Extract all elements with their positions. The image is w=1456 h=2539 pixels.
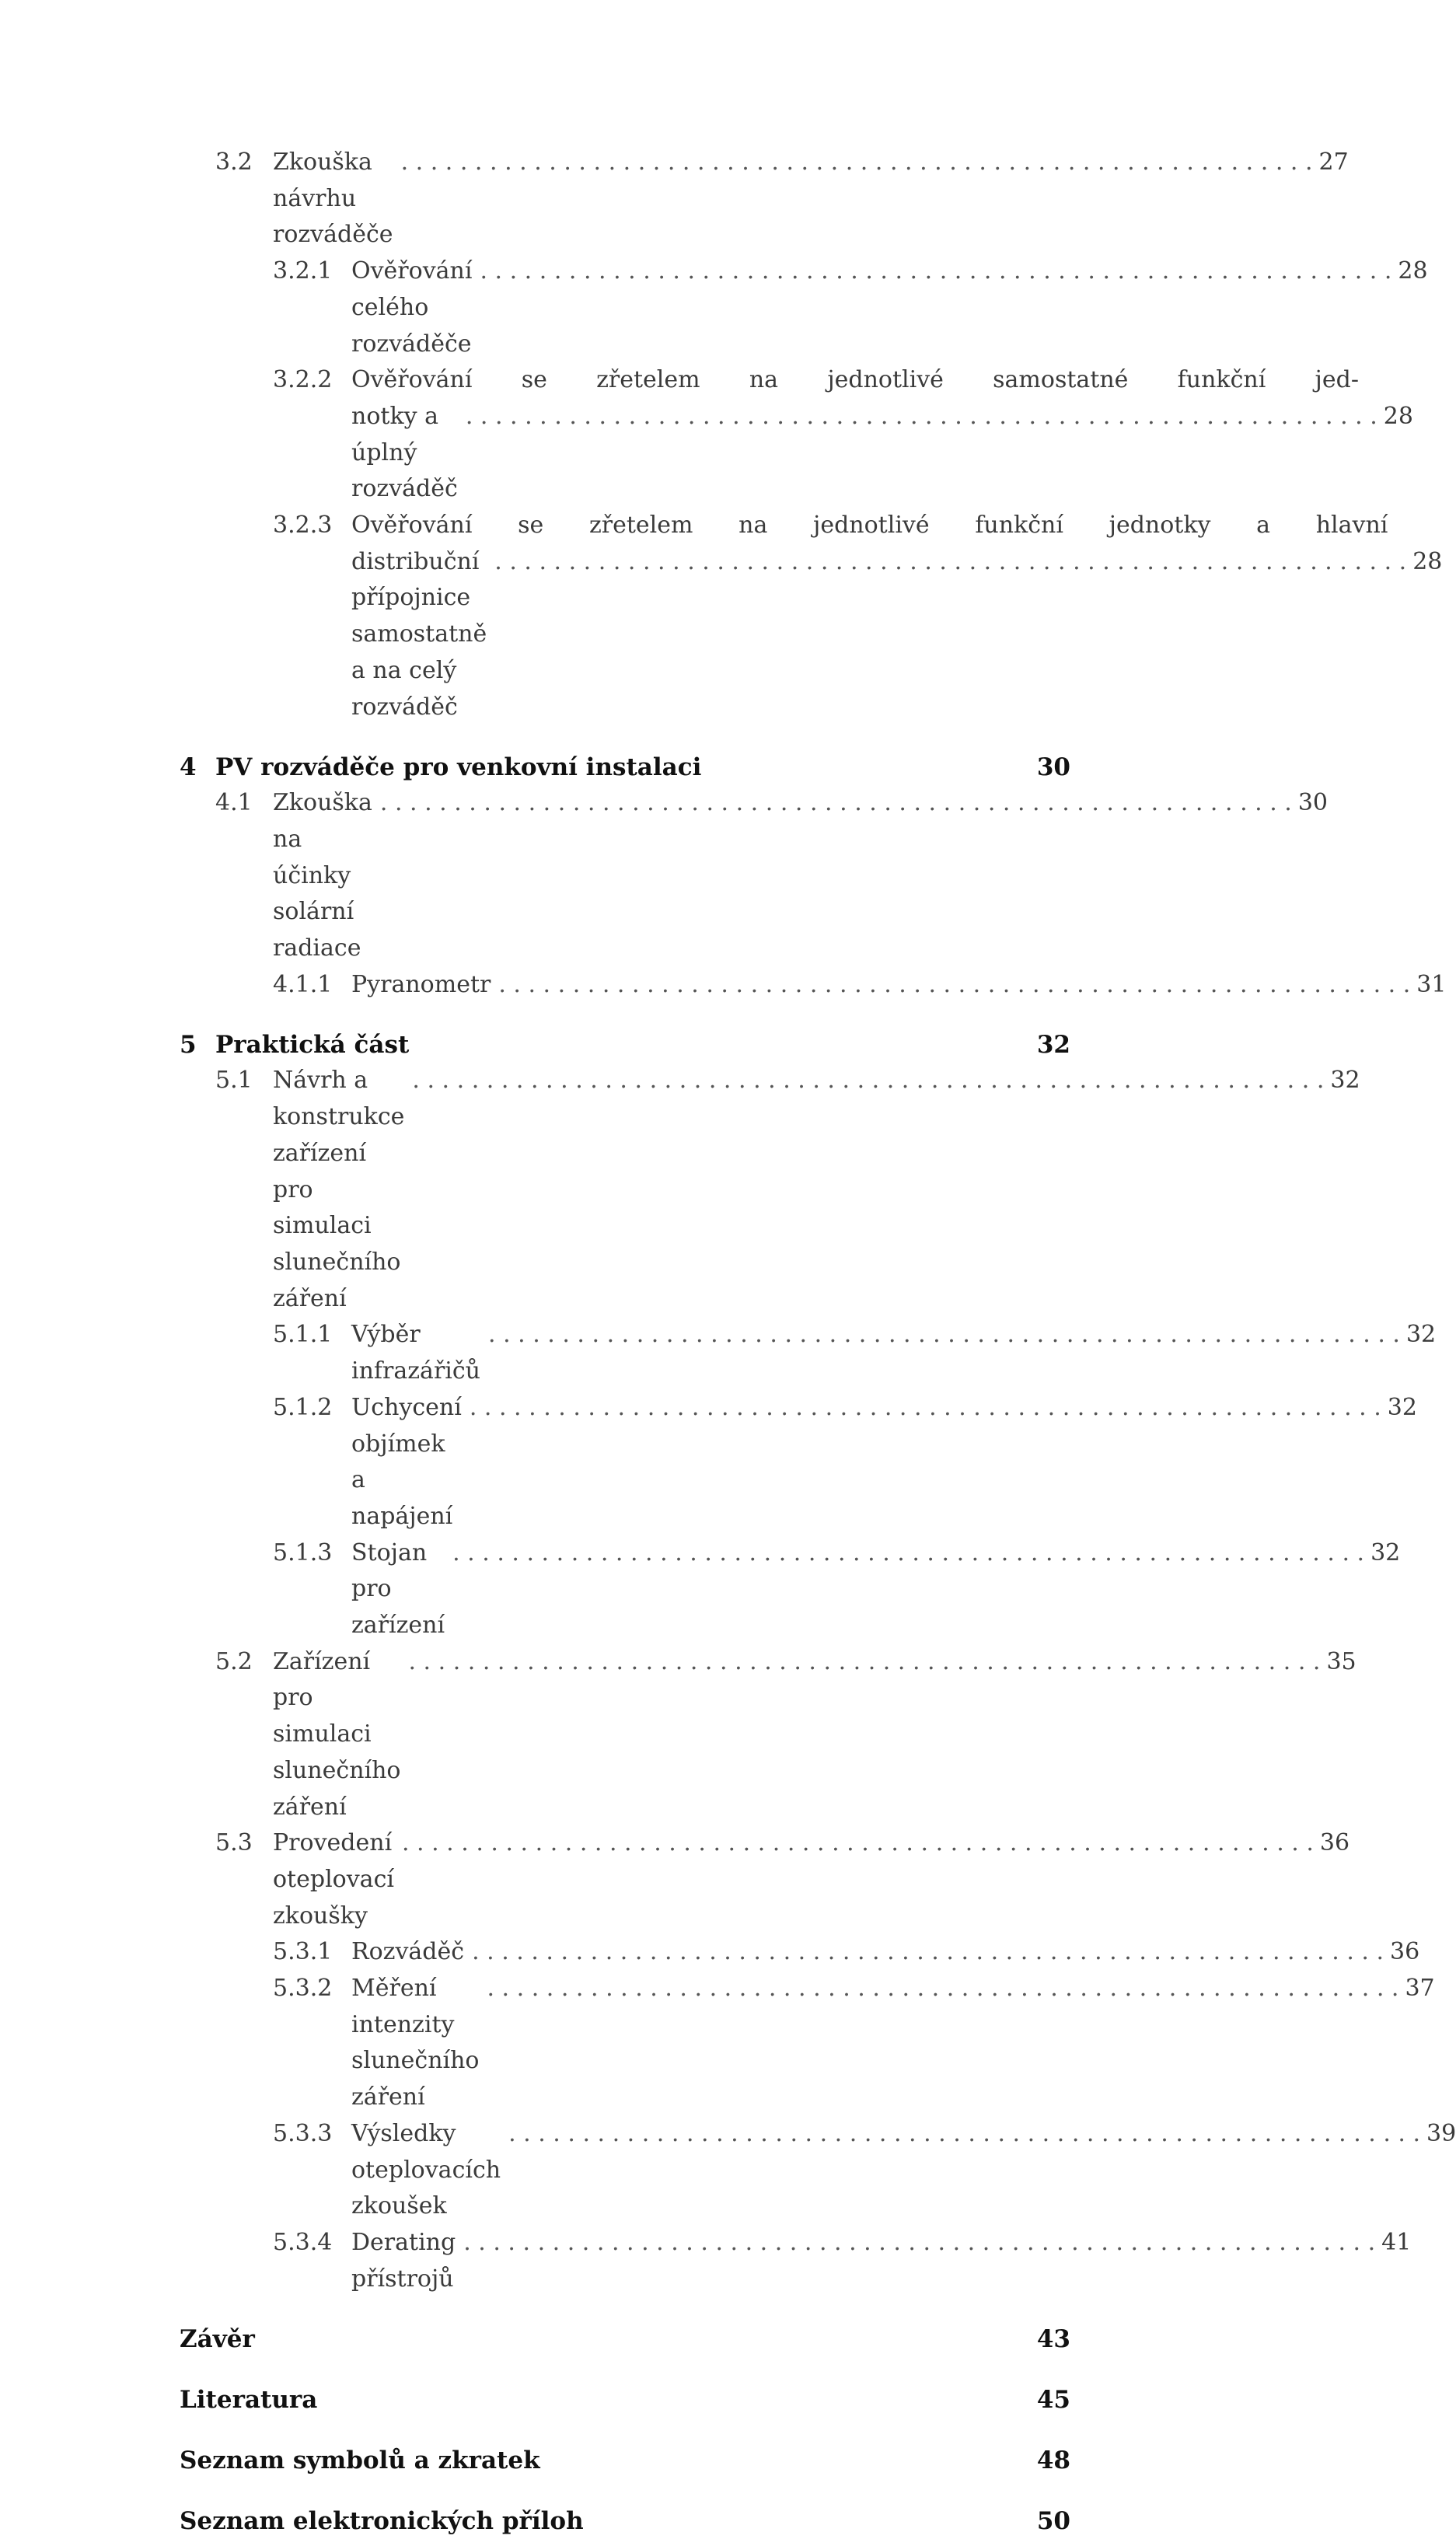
dot-leader: . . . . . . . . . . . . . . . . . . . . . . . . . . . . . . . . . . . . . . . . . . . . . . . . . . . . . . . . . . . . . . <box>498 970 1411 998</box>
toc-entry-title: Provedení oteplovací zkoušky <box>273 1829 394 1930</box>
toc-entry-title: Výběr infrazářičů <box>351 1321 480 1385</box>
dot-leader: . . . . . . . . . . . . . . . . . . . . . . . . . . . . . . . . . . . . . . . . . . . . . . . . . . . . . . . . . . . . . . <box>463 2228 1376 2256</box>
toc-entry-number: 5.3 <box>215 1829 253 1857</box>
toc-chapter-number: 5 <box>180 1031 197 1060</box>
toc-entry-4-1[interactable] <box>180 785 1329 967</box>
toc-entry-5-1-3[interactable] <box>180 1535 1401 1644</box>
toc-chapter-prilohy[interactable] <box>180 2503 1070 2539</box>
toc-chapter-page: 45 <box>1036 2386 1070 2415</box>
toc-entry-number: 5.1 <box>215 1067 253 1095</box>
dot-leader: . . . . . . . . . . . . . . . . . . . . . . . . . . . . . . . . . . . . . . . . . . . . . . . . . . . . . . . . . . . . . . <box>408 1647 1321 1675</box>
toc-entry-number: 5.1.3 <box>273 1538 333 1566</box>
toc-entry-page: 32 <box>1387 1393 1417 1421</box>
toc-entry-title-line-2: notky a úplný rozváděč <box>351 402 458 503</box>
toc-entry-page: 35 <box>1326 1647 1356 1675</box>
toc-entry-number: 3.2.3 <box>273 512 333 540</box>
toc-entry-number: 3.2.2 <box>273 366 333 394</box>
toc-entry-page: 28 <box>1398 257 1428 285</box>
toc-entry-5-3-1[interactable] <box>180 1934 1420 1971</box>
toc-entry-number: 5.3.1 <box>273 1938 333 1966</box>
toc-chapter-number: 4 <box>180 753 197 782</box>
toc-chapter-page: 30 <box>1036 753 1070 782</box>
toc-entry-title-line-1: Ověřování se zřetelem na jednotlivé samostatné funkční jed- <box>351 366 1359 394</box>
toc-entry-4-1-1[interactable] <box>180 967 1447 1004</box>
toc-entry-title: Výsledky oteplovacích zkoušek <box>351 2119 501 2220</box>
toc-chapter-title: Seznam symbolů a zkratek <box>180 2446 540 2475</box>
toc-entry-number: 4.1.1 <box>273 970 333 998</box>
toc-chapter-page: 50 <box>1036 2507 1070 2536</box>
toc-chapter-page: 48 <box>1036 2446 1070 2475</box>
toc-entry-number: 5.2 <box>215 1647 253 1675</box>
toc-chapter-literatura[interactable] <box>180 2382 1070 2418</box>
toc-chapter-title: Literatura <box>180 2386 318 2415</box>
toc-entry-page: 32 <box>1405 1321 1437 1349</box>
table-of-contents <box>180 145 1456 2539</box>
toc-entry-3-2-2[interactable] <box>180 362 1413 508</box>
toc-chapter-4[interactable] <box>180 749 1070 785</box>
toc-entry-title: Uchycení objímek a napájení <box>351 1393 462 1530</box>
toc-entry-title: Pyranometr <box>351 970 491 998</box>
toc-entry-number: 5.3.2 <box>273 1975 333 2003</box>
toc-chapter-symboly[interactable] <box>180 2443 1070 2478</box>
dot-leader: . . . . . . . . . . . . . . . . . . . . . . . . . . . . . . . . . . . . . . . . . . . . . . . . . . . . . . . . . . . . . . <box>494 547 1407 575</box>
toc-entry-page: 41 <box>1381 2228 1412 2256</box>
toc-chapter-page: 32 <box>1036 1031 1070 1060</box>
toc-entry-5-3-4[interactable] <box>180 2225 1412 2297</box>
toc-chapter-title: Praktická část <box>215 1031 410 1060</box>
toc-chapter-5[interactable] <box>180 1027 1070 1063</box>
dot-leader: . . . . . . . . . . . . . . . . . . . . . . . . . . . . . . . . . . . . . . . . . . . . . . . . . . . . . . . . . . . . . . <box>487 1975 1399 2003</box>
toc-entry-5-1[interactable] <box>180 1063 1360 1317</box>
toc-chapter-title: Závěr <box>180 2325 255 2354</box>
toc-entry-page: 28 <box>1383 402 1413 430</box>
toc-entry-page: 39 <box>1426 2119 1456 2147</box>
dot-leader: . . . . . . . . . . . . . . . . . . . . . . . . . . . . . . . . . . . . . . . . . . . . . . . . . . . . . . . . . . . . . . <box>469 1393 1381 1421</box>
toc-entry-title: Návrh a konstrukce zařízení pro simulaci slunečního záření <box>273 1067 405 1312</box>
toc-entry-title: Zkouška na účinky solární radiace <box>273 789 372 962</box>
dot-leader: . . . . . . . . . . . . . . . . . . . . . . . . . . . . . . . . . . . . . . . . . . . . . . . . . . . . . . . . . . . . . . <box>379 789 1292 817</box>
toc-chapter-title: PV rozváděče pro venkovní instalaci <box>215 753 702 782</box>
toc-entry-page: 32 <box>1330 1067 1360 1095</box>
toc-entry-number: 5.1.2 <box>273 1393 333 1421</box>
dot-leader: . . . . . . . . . . . . . . . . . . . . . . . . . . . . . . . . . . . . . . . . . . . . . . . . . . . . . . . . . . . . . . <box>452 1538 1365 1566</box>
toc-entry-title-line-1: Ověřování se zřetelem na jednotlivé funkční jednotky a hlavní <box>351 512 1388 540</box>
toc-entry-page: 30 <box>1297 789 1329 817</box>
toc-entry-number: 3.2.1 <box>273 257 333 285</box>
dot-leader: . . . . . . . . . . . . . . . . . . . . . . . . . . . . . . . . . . . . . . . . . . . . . . . . . . . . . . . . . . . . . . <box>400 148 1313 176</box>
toc-entry-page: 37 <box>1405 1975 1435 2003</box>
dot-leader: . . . . . . . . . . . . . . . . . . . . . . . . . . . . . . . . . . . . . . . . . . . . . . . . . . . . . . . . . . . . . . <box>412 1067 1325 1095</box>
toc-entry-page: 27 <box>1318 148 1349 176</box>
toc-entry-3-2[interactable] <box>180 145 1349 253</box>
toc-entry-number: 5.3.4 <box>273 2228 333 2256</box>
dot-leader: . . . . . . . . . . . . . . . . . . . . . . . . . . . . . . . . . . . . . . . . . . . . . . . . . . . . . . . . . . . . . . <box>488 1321 1400 1349</box>
toc-chapter-page: 43 <box>1036 2325 1070 2354</box>
toc-entry-page: 32 <box>1370 1538 1401 1566</box>
toc-entry-5-3-3[interactable] <box>180 2116 1456 2225</box>
toc-entry-title: Měření intenzity slunečního záření <box>351 1975 480 2111</box>
dot-leader: . . . . . . . . . . . . . . . . . . . . . . . . . . . . . . . . . . . . . . . . . . . . . . . . . . . . . . . . . . . . . . <box>472 1938 1384 1966</box>
dot-leader: . . . . . . . . . . . . . . . . . . . . . . . . . . . . . . . . . . . . . . . . . . . . . . . . . . . . . . . . . . . . . . <box>480 257 1392 285</box>
dot-leader: . . . . . . . . . . . . . . . . . . . . . . . . . . . . . . . . . . . . . . . . . . . . . . . . . . . . . . . . . . . . . . <box>508 2119 1421 2147</box>
toc-entry-title: Zkouška návrhu rozváděče <box>273 148 393 249</box>
toc-chapter-title: Seznam elektronických příloh <box>180 2507 584 2536</box>
toc-entry-page: 31 <box>1416 970 1447 998</box>
toc-entry-page: 36 <box>1390 1938 1420 1966</box>
toc-entry-number: 3.2 <box>215 148 253 176</box>
toc-entry-title: Rozváděč <box>351 1938 465 1966</box>
toc-entry-5-1-1[interactable] <box>180 1317 1437 1389</box>
toc-entry-3-2-1[interactable] <box>180 253 1428 362</box>
toc-entry-5-2[interactable] <box>180 1644 1356 1826</box>
toc-entry-page: 28 <box>1412 547 1443 575</box>
toc-chapter-zaver[interactable] <box>180 2321 1070 2357</box>
toc-entry-title: Stojan pro zařízení <box>351 1538 445 1640</box>
toc-entry-5-1-2[interactable] <box>180 1390 1417 1535</box>
toc-entry-number: 5.3.3 <box>273 2119 333 2147</box>
toc-entry-3-2-3[interactable] <box>180 508 1443 725</box>
toc-entry-title: Derating přístrojů <box>351 2228 456 2293</box>
toc-entry-title-line-2: distribuční přípojnice samostatně a na celý rozváděč <box>351 547 487 721</box>
dot-leader: . . . . . . . . . . . . . . . . . . . . . . . . . . . . . . . . . . . . . . . . . . . . . . . . . . . . . . . . . . . . . . <box>401 1829 1314 1857</box>
toc-entry-title: Zařízení pro simulaci slunečního záření <box>273 1647 401 1821</box>
toc-entry-page: 36 <box>1319 1829 1350 1857</box>
toc-entry-number: 4.1 <box>215 789 253 817</box>
dot-leader: . . . . . . . . . . . . . . . . . . . . . . . . . . . . . . . . . . . . . . . . . . . . . . . . . . . . . . . . . . . . . . <box>465 402 1377 430</box>
toc-entry-5-3-2[interactable] <box>180 1971 1435 2116</box>
toc-entry-title: Ověřování celého rozváděče <box>351 257 473 358</box>
toc-entry-number: 5.1.1 <box>273 1321 333 1349</box>
toc-entry-5-3[interactable] <box>180 1825 1350 1934</box>
